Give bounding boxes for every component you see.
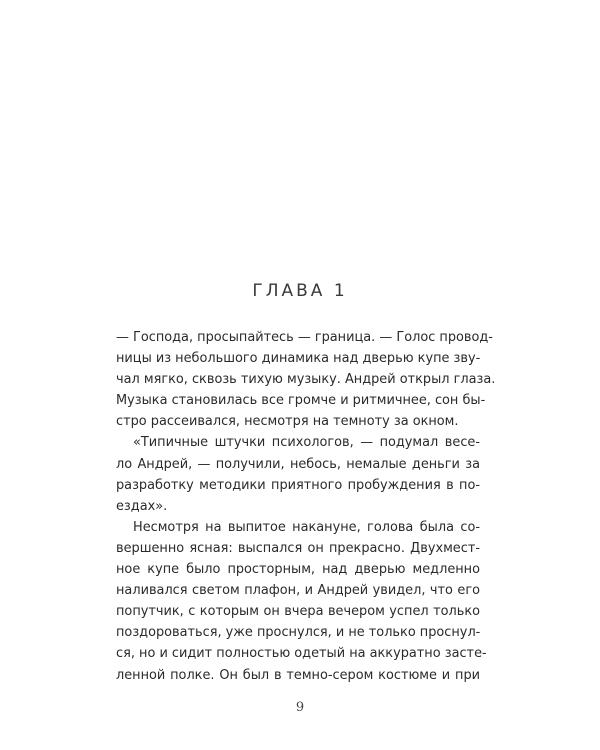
body-text	[116, 327, 496, 686]
text-line: — Господа, просыпайтесь — граница. — Голос провод-	[116, 330, 493, 345]
text-line: Несмотря на выпитое накануне, голова была со-	[133, 519, 480, 535]
text-line: разработку методики приятного пробуждения в по-	[116, 477, 480, 493]
text-line: ное купе было просторным, над дверью медленно	[116, 562, 480, 578]
text-line: ло Андрей, — получили, небось, немалые деньги за	[116, 456, 480, 472]
text-line: ся, но и сидит полностью одетый на аккуратно засте-	[116, 646, 487, 662]
text-line: ездах».	[116, 498, 168, 514]
text-line: стро рассеивался, несмотря на темноту за окном.	[116, 414, 459, 430]
text-line: поздороваться, уже проснулся, и не только проснул-	[116, 625, 481, 641]
text-line: попутчик, с которым он вчера вечером успел только	[116, 604, 480, 620]
text-line: ленной полке. Он был в темно-сером костюме и при	[116, 667, 480, 683]
text-line: чал мягко, сквозь тихую музыку. Андрей открыл глаза.	[116, 372, 496, 388]
page-number: 9	[295, 700, 305, 715]
chapter-title: ГЛАВА 1	[252, 281, 348, 301]
text-line: ницы из небольшого динамика над дверью купе зву-	[116, 351, 481, 367]
text-line: Музыка становилась все громче и ритмичнее, сон бы-	[116, 393, 486, 409]
text-line: вершенно ясная: выспался он прекрасно. Двухмест-	[116, 540, 480, 556]
text-line: «Типичные штучки психологов, — подумал весе-	[133, 435, 480, 451]
text-line: наливался светом плафон, и Андрей увидел, что его	[116, 583, 480, 599]
